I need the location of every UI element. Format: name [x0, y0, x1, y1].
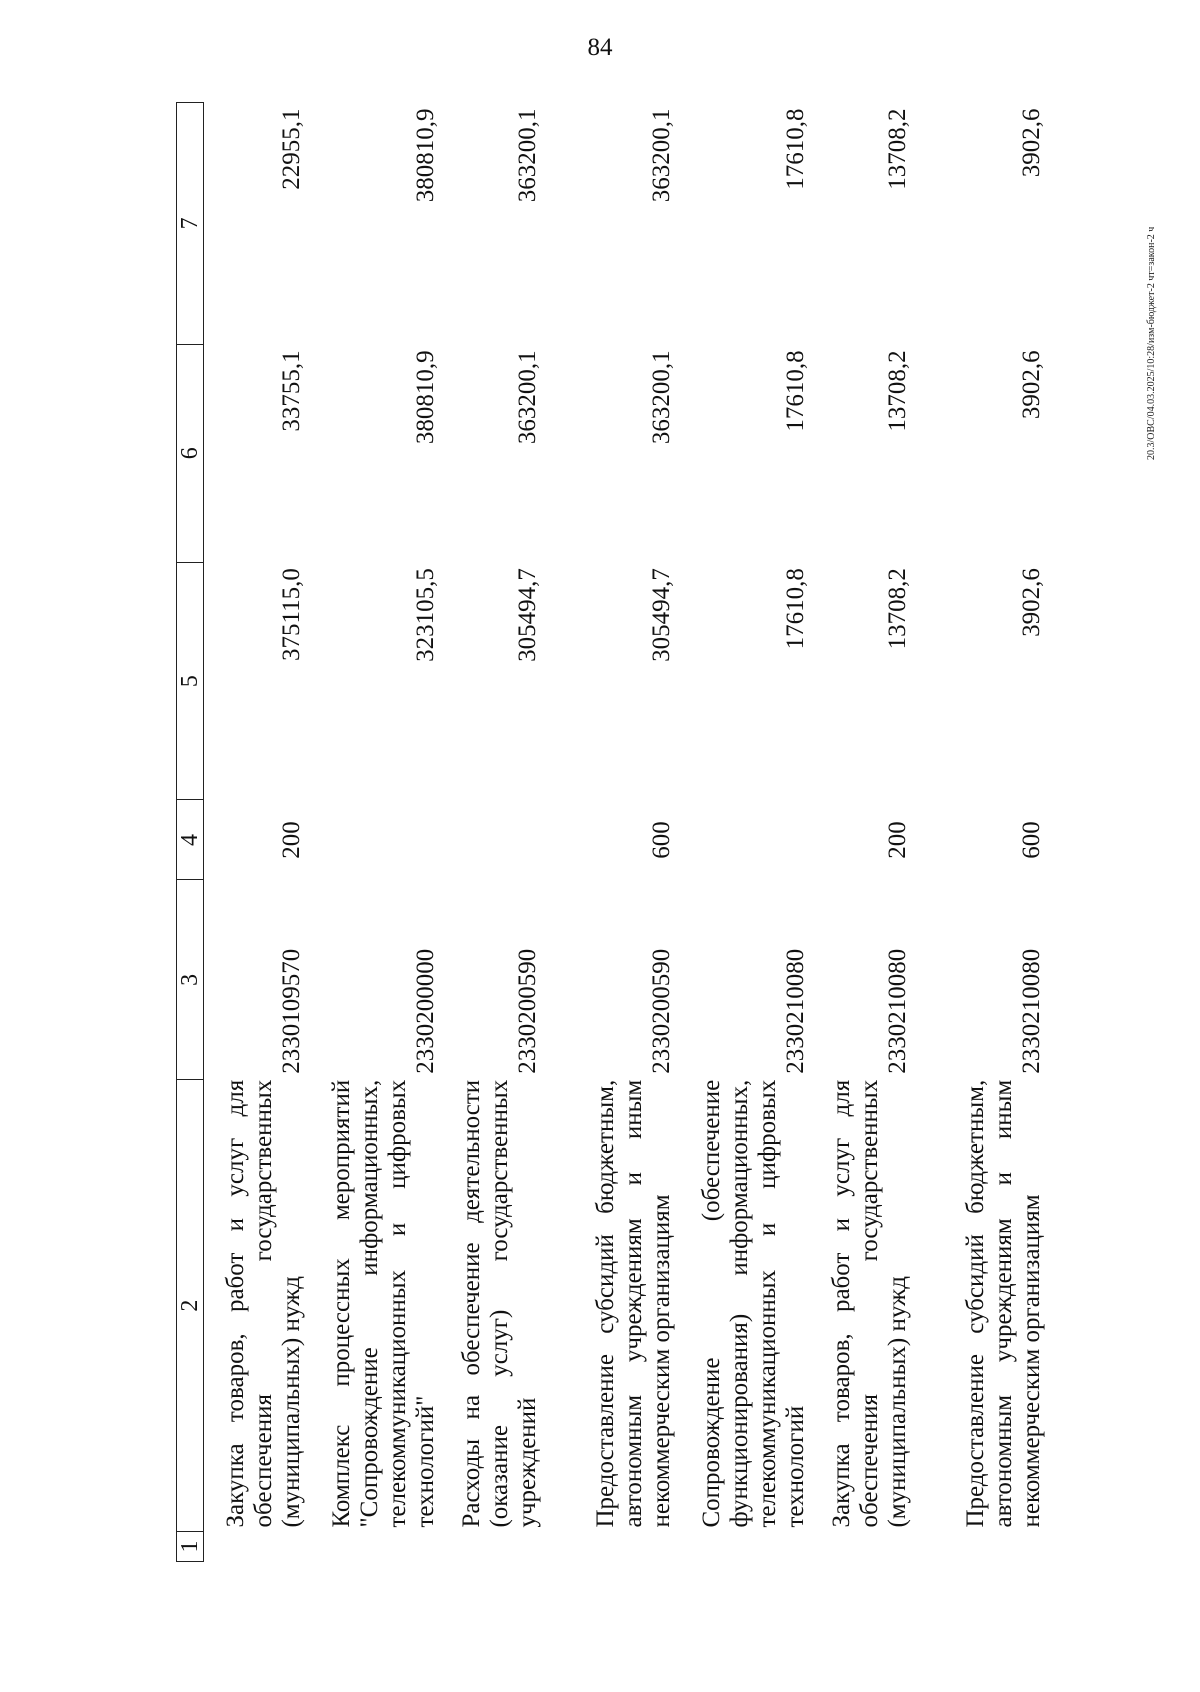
row-name: Расходы на обеспечение деятельности (оказание услуг) государственных учреждений — [458, 1079, 541, 1528]
row-type — [440, 800, 542, 880]
table-row — [676, 103, 810, 1562]
row-value-6: 17610,8 — [782, 350, 809, 432]
row-code: 2330200590 — [648, 948, 675, 1074]
row-value-6: 13708,2 — [884, 350, 911, 432]
row-type: 600 — [648, 821, 675, 859]
row-value-7: 17610,8 — [782, 108, 809, 190]
budget-table — [176, 102, 1046, 1562]
document-footer-code: 20.3/ОВС/04.03.2025/10:28/изм-бюджет-2 чт=закон-2 ч — [1146, 226, 1157, 460]
header-col-6: 6 — [177, 344, 204, 562]
row-name: Закупка товаров, работ и услуг для обеспечения государственных (муниципальных) нужд — [222, 1079, 305, 1528]
header-col-5: 5 — [177, 562, 204, 800]
row-code: 2330210080 — [1018, 948, 1045, 1074]
table-row — [306, 103, 440, 1562]
row-value-5: 305494,7 — [514, 568, 541, 662]
row-value-6: 363200,1 — [648, 350, 675, 445]
header-col-7: 7 — [177, 103, 204, 345]
page-number: 84 — [587, 34, 613, 61]
row-value-5: 13708,2 — [884, 568, 911, 650]
row-value-7: 3902,6 — [1018, 108, 1045, 178]
table-row — [912, 103, 1046, 1562]
row-type: 200 — [884, 821, 911, 859]
row-code: 2330210080 — [782, 948, 809, 1074]
header-col-2: 2 — [177, 1080, 204, 1532]
table-row — [810, 103, 912, 1562]
row-value-7: 13708,2 — [884, 108, 911, 190]
row-value-5: 3902,6 — [1018, 568, 1045, 637]
row-name: Предоставление субсидий бюджетным, автономным учреждениям и иным некоммерческим организациям — [962, 1079, 1045, 1528]
row-name: Предоставление субсидий бюджетным, автономным учреждениям и иным некоммерческим организациям — [592, 1079, 675, 1528]
row-value-7: 363200,1 — [648, 108, 675, 203]
header-col-4: 4 — [177, 800, 204, 880]
row-value-6: 33755,1 — [278, 350, 305, 432]
row-value-7: 22955,1 — [278, 108, 305, 190]
row-value-5: 305494,7 — [648, 568, 675, 662]
row-code: 2330200000 — [412, 948, 439, 1074]
row-name: Сопровождение (обеспечение функционирования) информационных, телекоммуникационных и цифровых технологий — [698, 1079, 809, 1528]
row-value-5: 17610,8 — [782, 568, 809, 650]
row-value-5: 323105,5 — [412, 568, 439, 662]
header-col-1: 1 — [177, 1532, 204, 1562]
row-value-7: 380810,9 — [412, 108, 439, 203]
row-value-6: 363200,1 — [514, 350, 541, 445]
row-code: 2330109570 — [278, 948, 305, 1074]
row-value-5: 375115,0 — [278, 568, 305, 661]
table-row — [542, 103, 676, 1562]
header-col-3: 3 — [177, 880, 204, 1080]
row-type — [676, 800, 810, 880]
table-row — [204, 103, 307, 1562]
row-value-7: 363200,1 — [514, 108, 541, 203]
row-type: 200 — [278, 821, 305, 859]
row-value-6: 3902,6 — [1018, 350, 1045, 420]
row-type — [306, 800, 440, 880]
row-code: 2330210080 — [884, 948, 911, 1074]
table-row — [440, 103, 542, 1562]
row-name: Закупка товаров, работ и услуг для обеспечения государственных (муниципальных) нужд — [828, 1079, 911, 1528]
rotated-table-container — [176, 102, 1056, 1562]
table-header — [177, 103, 204, 1562]
row-name: Комплекс процессных мероприятий "Сопровождение информационных, телекоммуникационных и цифровых технологий" — [328, 1079, 439, 1528]
row-code: 2330200590 — [514, 948, 541, 1074]
row-type: 600 — [1018, 821, 1045, 859]
row-value-6: 380810,9 — [412, 350, 439, 445]
